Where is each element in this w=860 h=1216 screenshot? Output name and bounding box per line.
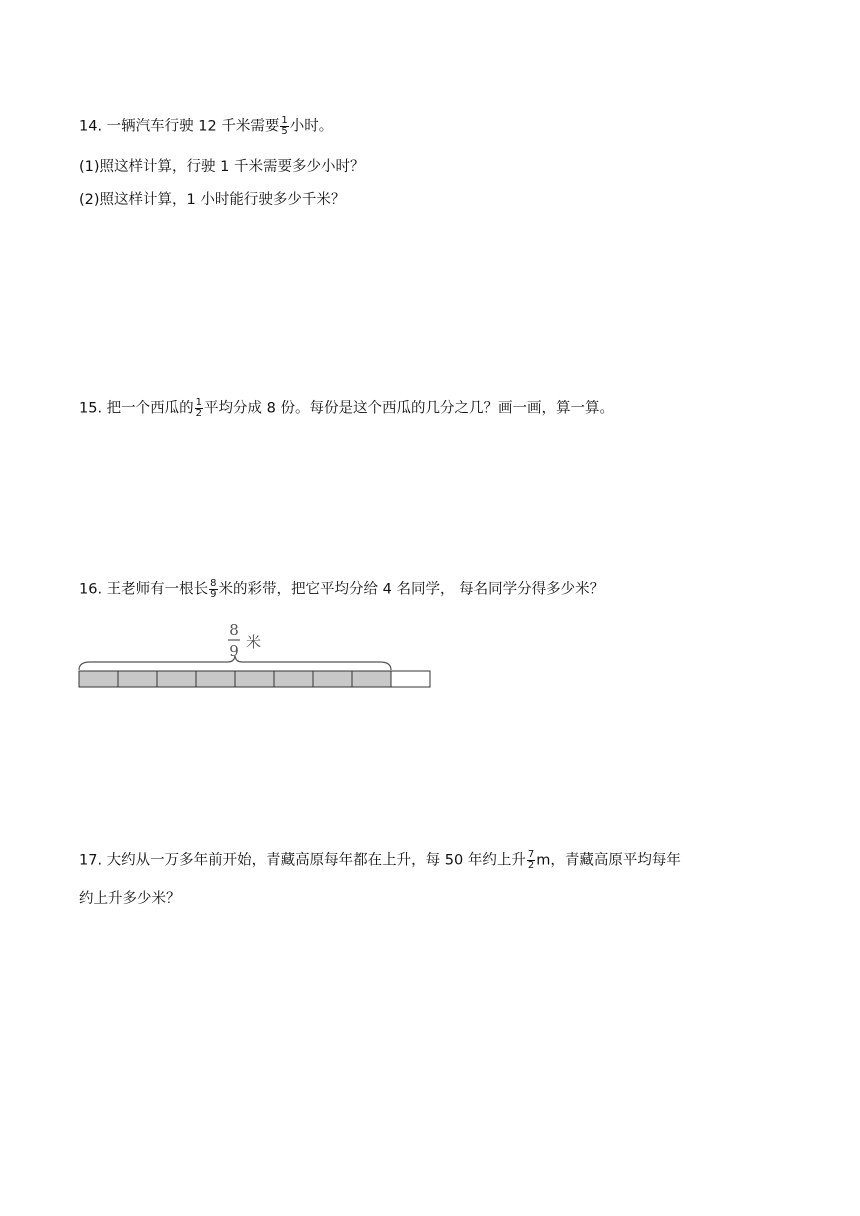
q14-fraction: [280, 116, 288, 137]
q17-line2: 约上升多少米？: [79, 891, 181, 907]
ribbon-svg: [78, 620, 438, 692]
diagram-label-unit: 米: [246, 633, 262, 651]
q14-line1: [79, 116, 333, 137]
q14-frac-num: 1: [281, 115, 288, 126]
q16-line: [79, 579, 604, 600]
diagram-label-num: 8: [229, 621, 239, 639]
q14-sub2: (2)照这样计算，1 小时能行驶多少千米？: [79, 192, 346, 208]
ribbon-segment-shaded: [235, 671, 274, 687]
q14-text-a: 14. 一辆汽车行驶 12 千米需要: [79, 118, 280, 135]
q14-sub1: (1)照这样计算，行驶 1 千米需要多少小时？: [79, 159, 365, 175]
q17-fraction: [527, 850, 535, 871]
q17-text-b: m，青藏高原平均每年: [536, 852, 681, 869]
ribbon-segment-shaded: [313, 671, 352, 687]
ribbon-segment-shaded: [196, 671, 235, 687]
ribbon-segment-shaded: [118, 671, 157, 687]
q16-fraction: [209, 579, 217, 600]
q16-frac-den: 9: [210, 589, 217, 600]
ribbon-segment-shaded: [79, 671, 118, 687]
q17-text-a: 17. 大约从一万多年前开始，青藏高原每年都在上升，每 50 年约上升: [79, 852, 526, 869]
diagram-brace: [79, 656, 391, 670]
ribbon-diagram: [78, 620, 438, 692]
q15-text-b: 平均分成 8 份。每份是这个西瓜的几分之几？画一画，算一算。: [204, 400, 614, 417]
q16-text-a: 16. 王老师有一根长: [79, 581, 209, 598]
q15-line: [79, 398, 614, 419]
q16-text-b: 米的彩带，把它平均分给 4 名同学， 每名同学分得多少米？: [218, 581, 605, 598]
q14-frac-den: 5: [281, 126, 288, 137]
ribbon-segment-shaded: [274, 671, 313, 687]
q14-text-b: 小时。: [289, 118, 334, 135]
q15-frac-num: 1: [195, 397, 203, 408]
ribbon-segments: [79, 671, 430, 687]
q15-fraction: [195, 398, 203, 419]
ribbon-segment-shaded: [352, 671, 391, 687]
ribbon-segment-blank: [391, 671, 430, 687]
q15-text-a: 15. 把一个西瓜的: [79, 400, 194, 417]
q17-frac-den: 2: [527, 860, 535, 871]
q17-frac-num: 7: [527, 849, 535, 860]
diagram-label-den: 9: [229, 642, 239, 660]
q16-frac-num: 8: [210, 578, 217, 589]
ribbon-segment-shaded: [157, 671, 196, 687]
q17-line1: [79, 850, 681, 871]
q15-frac-den: 2: [195, 408, 203, 419]
